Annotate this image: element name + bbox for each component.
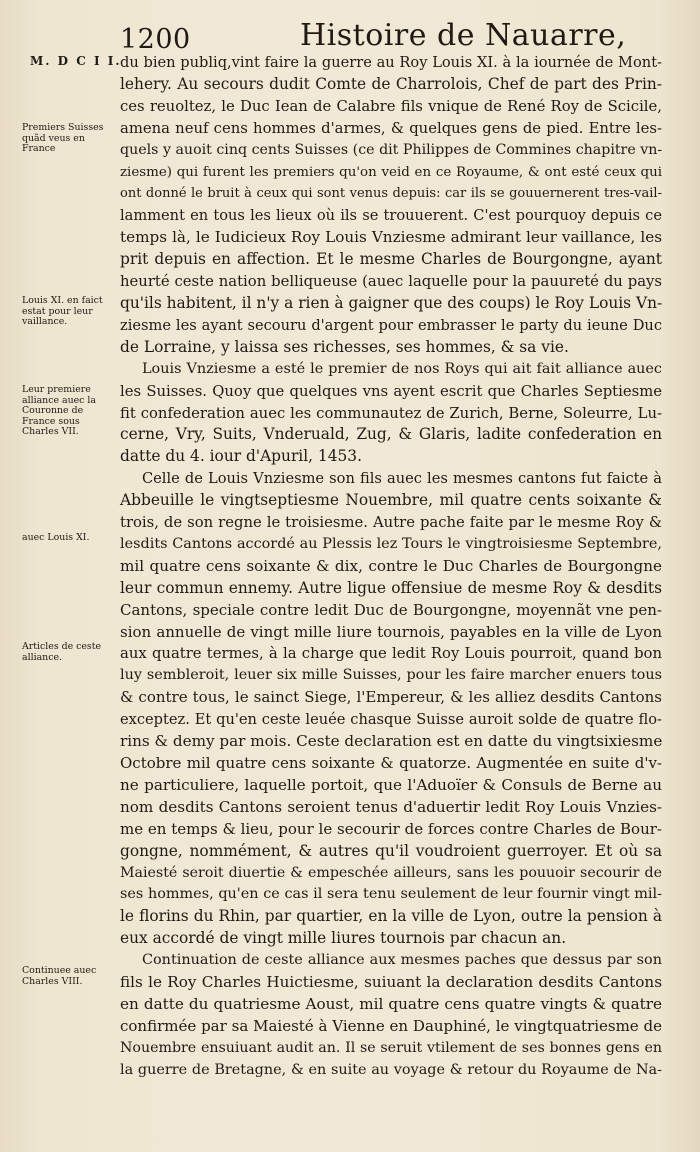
text-line: Maiesté seroit diuertie & empeschée ailleurs, sans les pouuoir secourir de xyxy=(120,864,662,881)
text-line: lehery. Au secours dudit Comte de Charrolois, Chef de part des Prin- xyxy=(120,74,662,93)
margin-note: Continuee auec Charles VIII. xyxy=(22,965,97,987)
text-line: confirmée par sa Maiesté à Vienne en Dauphiné, le vingtquatriesme de xyxy=(120,1016,662,1035)
text-line: ziesme) qui furent les premiers qu'on veid en ce Royaume, & ont esté ceux qui xyxy=(120,164,662,180)
margin-note: Louis XI. en faict estat pour leur vaillance. xyxy=(22,295,103,327)
text-line: ziesme les ayant secouru d'argent pour embrasser le party du ieune Duc xyxy=(120,316,662,334)
text-line: rins & demy par mois. Ceste declaration est en datte du vingtsixiesme xyxy=(120,732,663,751)
text-line: Celle de Louis Vnziesme son fils auec les mesmes cantons fut faicte à xyxy=(142,470,662,488)
text-line: amena neuf cens hommes d'armes, & quelques gens de pied. Entre les- xyxy=(120,119,662,137)
text-line: lamment en tous les lieux où ils se trouuerent. C'est pourquoy depuis ce xyxy=(120,207,662,225)
text-line: heurté ceste nation belliqueuse (auec laquelle pour la pauureté du pays xyxy=(120,273,662,291)
text-line: le florins du Rhin, par quartier, en la ville de Lyon, outre la pension à xyxy=(120,907,662,926)
text-line: ne particuliere, laquelle portoit, que l'Aduoïer & Consuls de Berne au xyxy=(120,775,662,794)
text-line: me en temps & lieu, pour le secourir de forces contre Charles de Bour- xyxy=(120,819,662,838)
text-line: cerne, Vry, Suits, Vnderuald, Zug, & Glaris, ladite confederation en xyxy=(120,425,662,444)
text-line: fit confederation auec les communautez de Zurich, Berne, Soleurre, Lu- xyxy=(120,404,662,422)
text-line: ces reuoltez, le Duc Iean de Calabre fils vnique de René Roy de Scicile, xyxy=(120,97,662,115)
text-line: exceptez. Et qu'en ceste leuée chasque Suisse auroit solde de quatre flo- xyxy=(120,711,662,729)
text-line: Continuation de ceste alliance aux mesmes paches que dessus par son xyxy=(142,952,662,969)
main-text xyxy=(120,52,662,1082)
year-marker: M. D C I I. xyxy=(30,54,122,68)
text-line: aux quatre termes, à la charge que ledit Roy Louis pourroit, quand bon xyxy=(120,645,662,663)
text-line: Abbeuille le vingtseptiesme Nouembre, mil quatre cents soixante & xyxy=(120,491,662,510)
text-line: temps là, le Iudicieux Roy Louis Vnziesme admirant leur vaillance, les xyxy=(120,228,662,247)
text-line: les Suisses. Quoy que quelques vns ayent escrit que Charles Septiesme xyxy=(120,382,662,400)
running-title: Histoire de Nauarre, xyxy=(300,18,627,53)
text-line: datte du 4. iour d'Apuril, 1453. xyxy=(120,447,362,466)
margin-note: Articles de ceste alliance. xyxy=(22,641,102,663)
margin-note: Leur premiere alliance auec la Couronne de France sous Charles VII. xyxy=(22,384,96,437)
page-number: 1200 xyxy=(120,24,191,55)
text-line: quels y auoit cinq cents Suisses (ce dit Philippes de Commines chapitre vn- xyxy=(120,141,663,158)
text-line: en datte du quatriesme Aoust, mil quatre cens quatre vingts & quatre xyxy=(120,994,662,1013)
text-line: trois, de son regne le troisiesme. Autre pache faite par le mesme Roy & xyxy=(120,514,662,532)
text-line: du bien publiq,vint faire la guerre au Roy Louis XI. à la iournée de Mont- xyxy=(120,54,662,71)
text-line: luy sembleroit, leuer six mille Suisses, pour les faire marcher enuers tous xyxy=(120,667,662,684)
text-line: qu'ils habitent, il n'y a rien à gaigner que des coups) le Roy Louis Vn- xyxy=(120,293,663,312)
text-line: Louis Vnziesme a esté le premier de nos Roys qui ait fait alliance auec xyxy=(142,360,662,377)
text-line: Cantons, speciale contre ledit Duc de Bourgongne, moyennãt vne pen- xyxy=(120,600,662,619)
text-line: nom desdits Cantons seroient tenus d'aduertir ledit Roy Louis Vnzies- xyxy=(120,797,662,816)
text-line: fils le Roy Charles Huictiesme, suiuant la declaration desdits Cantons xyxy=(120,973,662,992)
text-line: lesdits Cantons accordé au Plessis lez Tours le vingtroisiesme Septembre, xyxy=(120,535,662,552)
text-line: mil quatre cens soixante & dix, contre le Duc Charles de Bourgongne xyxy=(120,556,662,575)
text-line: Nouembre ensuiuant audit an. Il se seruit vtilement de ses bonnes gens en xyxy=(120,1039,662,1056)
text-line: gongne, nommément, & autres qu'il voudroient guerroyer. Et où sa xyxy=(120,841,662,860)
text-line: de Lorraine, y laissa ses richesses, ses hommes, & sa vie. xyxy=(120,337,569,356)
text-line: & contre tous, le sainct Siege, l'Empereur, & les alliez desdits Cantons xyxy=(120,688,662,707)
text-line: ses hommes, qu'en ce cas il sera tenu seulement de leur fournir vingt mil- xyxy=(120,886,662,903)
text-line: Octobre mil quatre cens soixante & quatorze. Augmentée en suite d'v- xyxy=(120,754,662,772)
text-line: ont donné le bruit à ceux qui sont venus depuis: car ils se gouuernerent tres-vail- xyxy=(120,186,662,202)
text-line: leur commun ennemy. Autre ligue offensiue de mesme Roy & desdits xyxy=(120,578,662,597)
text-line: sion annuelle de vingt mille liure tournois, payables en la ville de Lyon xyxy=(120,622,662,641)
text-line: eux accordé de vingt mille liures tournois par chacun an. xyxy=(120,929,567,948)
margin-note: Premiers Suisses quãd veus en France xyxy=(22,122,104,154)
margin-note: auec Louis XI. xyxy=(22,532,90,543)
text-line: prit depuis en affection. Et le mesme Charles de Bourgongne, ayant xyxy=(120,250,662,269)
text-line: la guerre de Bretagne, & en suite au voyage & retour du Royaume de Na- xyxy=(120,1061,662,1078)
